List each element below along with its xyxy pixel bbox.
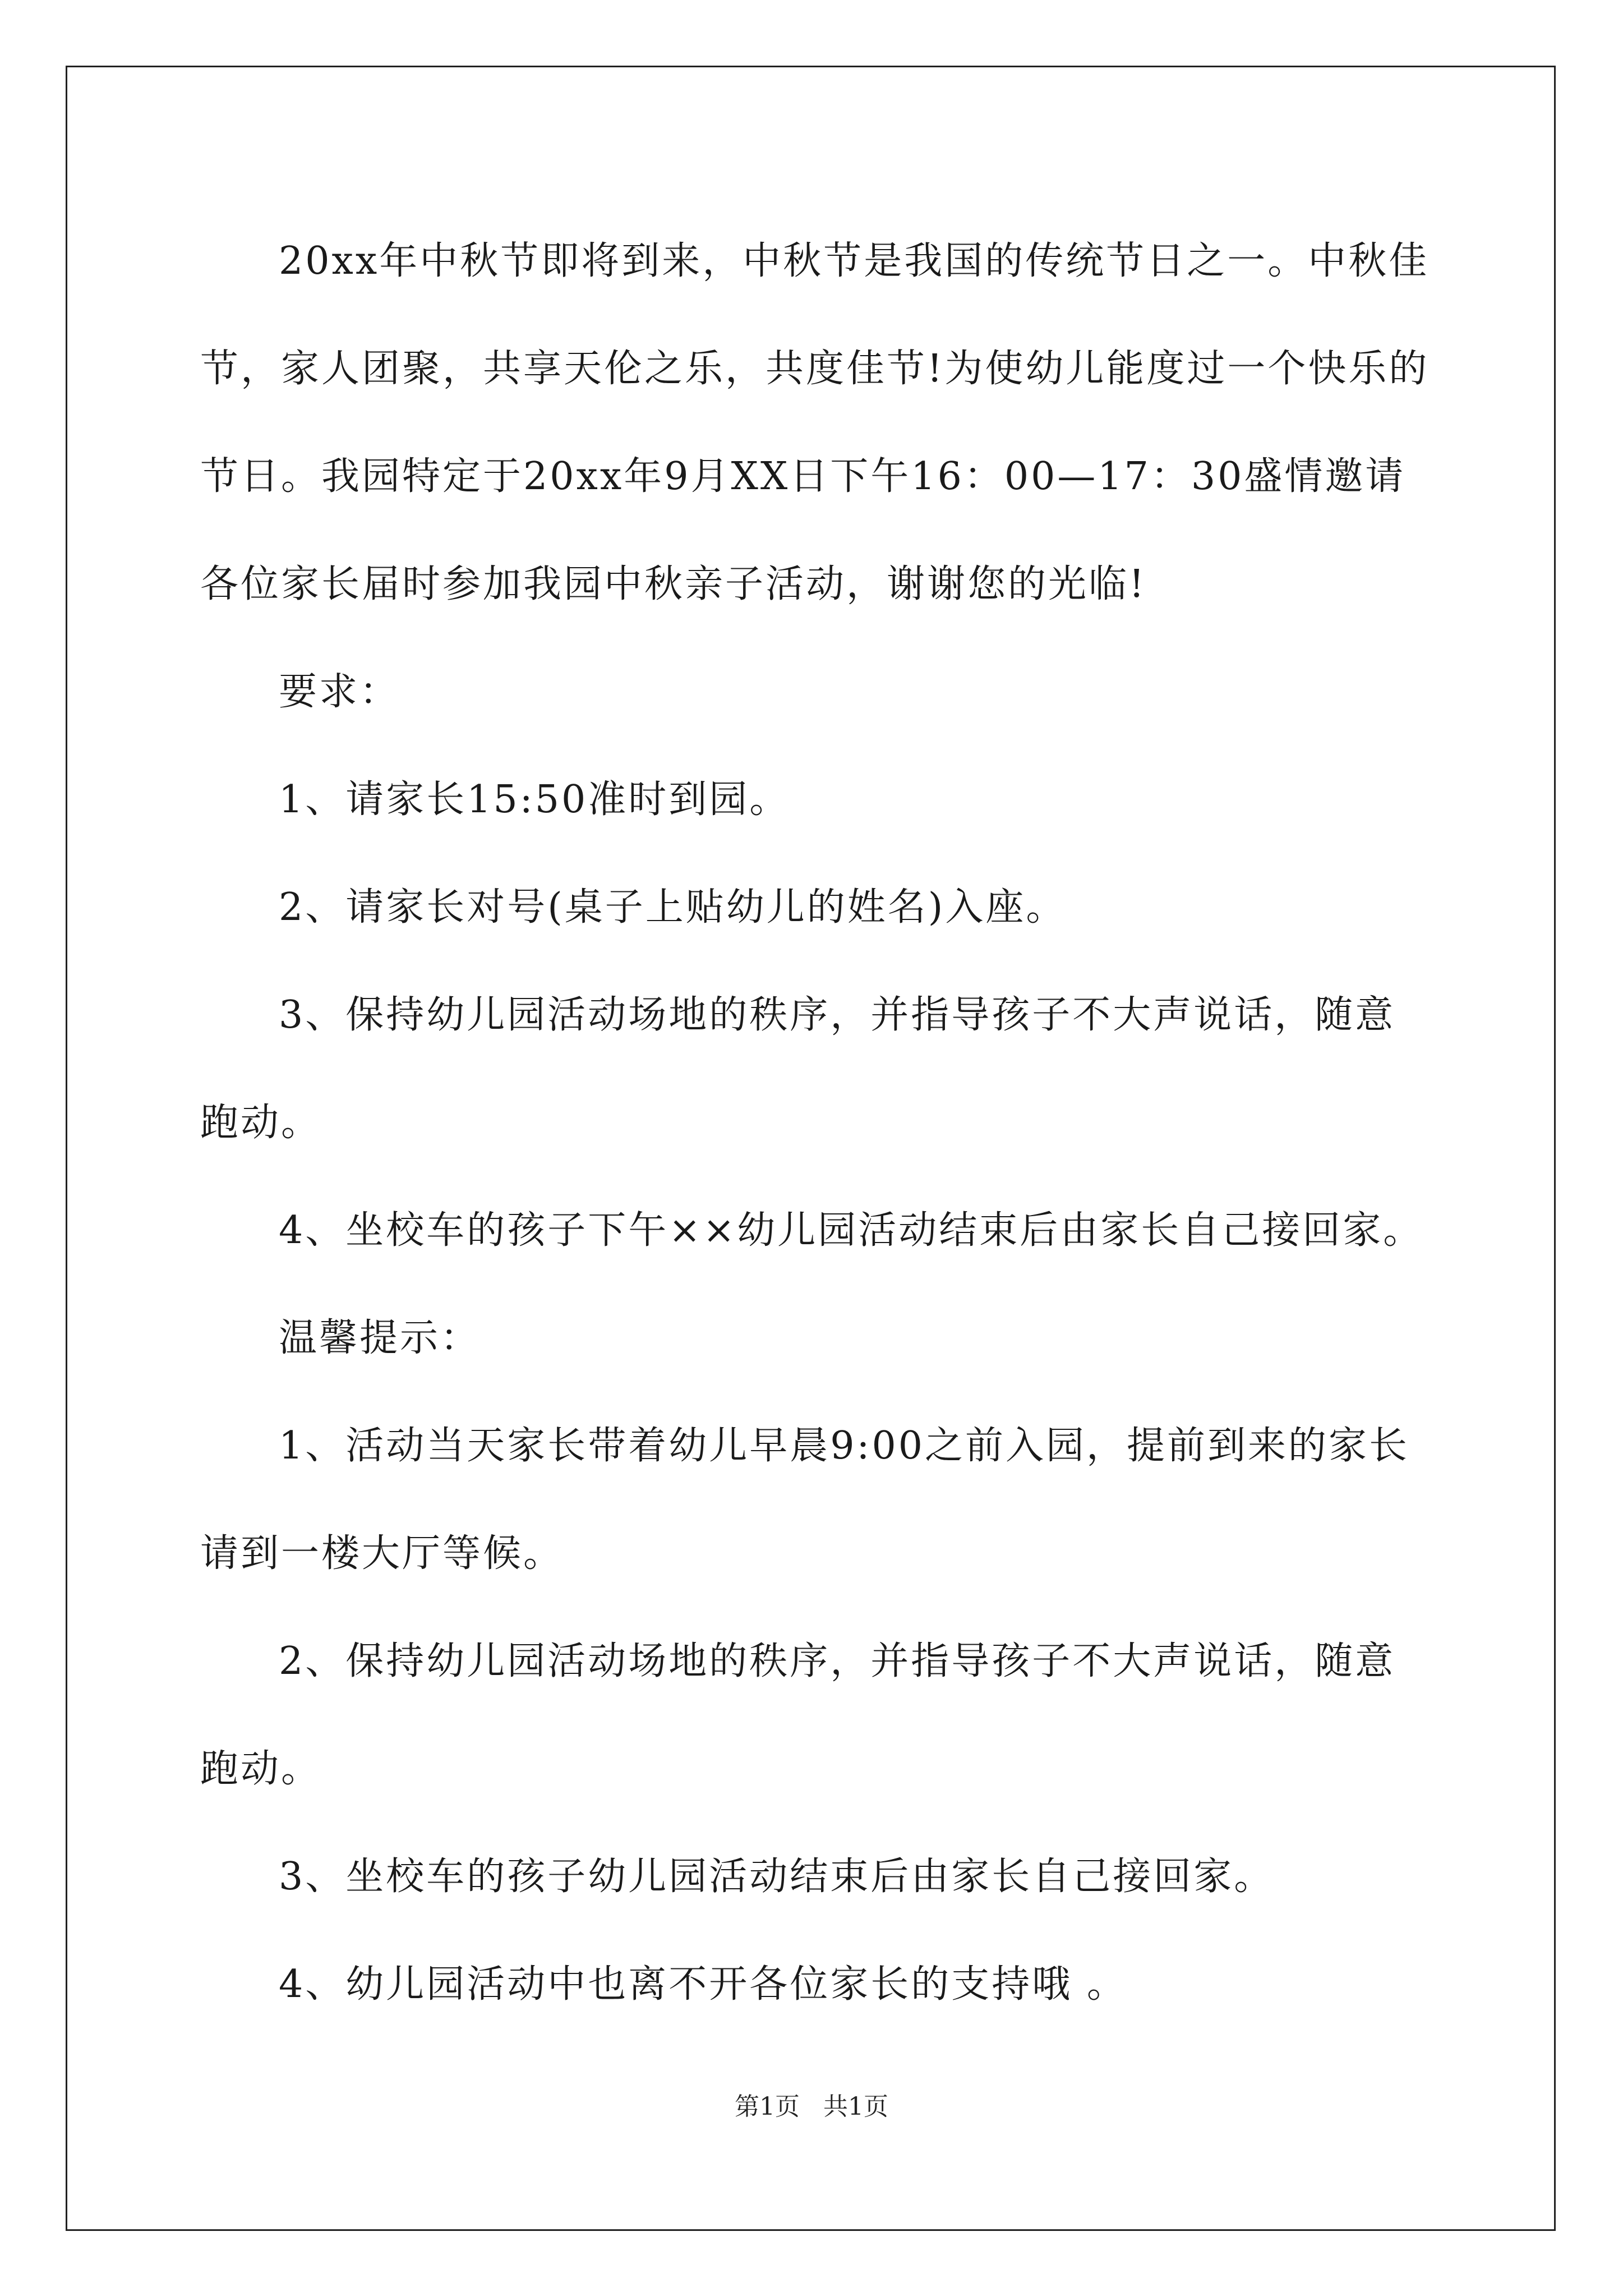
page-number-total: 共1页: [823, 2092, 888, 2121]
page-number-current: 第1页: [735, 2092, 800, 2121]
page-footer: [0, 2090, 1623, 2124]
requirement-item-2: 2、请家长对号(桌子上贴幼儿的姓名)入座。: [279, 885, 1067, 930]
tip-item-4: 4、幼儿园活动中也离不开各位家长的支持哦 。: [279, 1962, 1127, 2007]
document-body: [200, 208, 1434, 2039]
tip-item-1: 1、活动当天家长带着幼儿早晨9:00之前入园，提前到来的家长请到一楼大厅等候。: [200, 1424, 1409, 1576]
requirement-item-4: 4、坐校车的孩子下午××幼儿园活动结束后由家长自己接回家。: [279, 1208, 1424, 1253]
tip-item-3: 3、坐校车的孩子幼儿园活动结束后由家长自己接回家。: [279, 1855, 1275, 1899]
tip-item-2: 2、保持幼儿园活动场地的秩序，并指导孩子不大声说话，随意跑动。: [200, 1639, 1396, 1791]
heading-requirements: 要求：: [279, 670, 400, 714]
requirement-item-3: 3、保持幼儿园活动场地的秩序，并指导孩子不大声说话，随意跑动。: [200, 993, 1396, 1145]
paragraph-intro: 20xx年中秋节即将到来，中秋节是我国的传统节日之一。中秋佳节，家人团聚，共享天伦之乐，共度佳节!为使幼儿能度过一个快乐的节日。我园特定于20xx年9月XX日下午16：00—17：30盛情邀请各位家长届时参加我园中秋亲子活动，谢谢您的光临!: [200, 239, 1430, 606]
heading-tips: 温馨提示：: [279, 1316, 481, 1360]
requirement-item-1: 1、请家长15:50准时到园。: [279, 777, 790, 822]
